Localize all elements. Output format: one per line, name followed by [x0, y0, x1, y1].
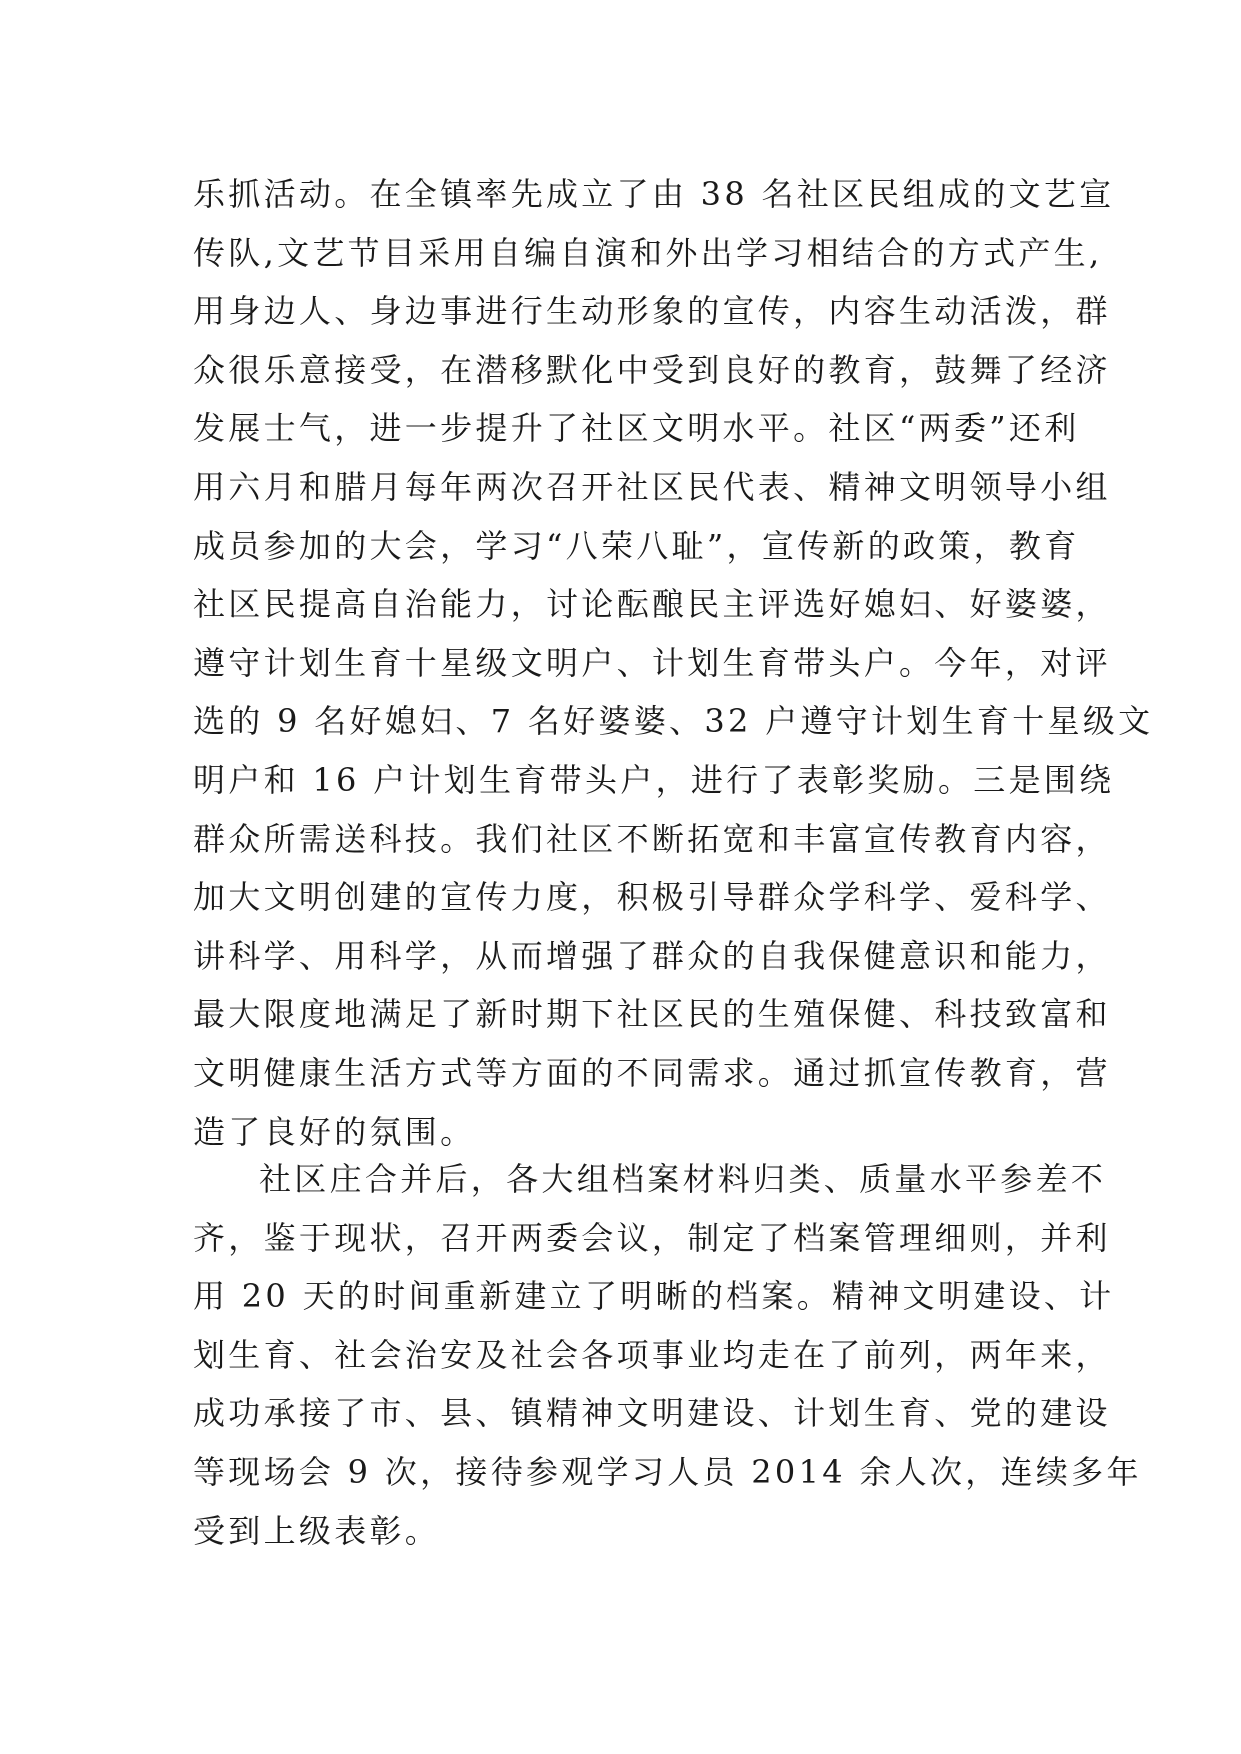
text-line: 用 20 天的时间重新建立了明晰的档案。精神文明建设、计 [193, 1277, 1115, 1316]
text-line: 众很乐意接受，在潜移默化中受到良好的教育，鼓舞了经济 [193, 350, 1111, 389]
text-line: 造了良好的氛围。 [193, 1112, 476, 1151]
text-line: 用身边人、身边事进行生动形象的宣传，内容生动活泼，群 [193, 292, 1111, 331]
text-line: 文明健康生活方式等方面的不同需求。通过抓宣传教育，营 [193, 1053, 1111, 1092]
text-line: 群众所需送科技。我们社区不断拓宽和丰富宣传教育内容， [193, 819, 1111, 858]
text-line: 加大文明创建的宣传力度，积极引导群众学科学、爱科学、 [193, 878, 1111, 917]
text-line: 用六月和腊月每年两次召开社区民代表、精神文明领导小组 [193, 467, 1111, 506]
paragraph-1 [193, 165, 1154, 1161]
text-line: 受到上级表彰。 [193, 1511, 441, 1550]
paragraph-2 [193, 1150, 1142, 1560]
text-line: 齐，鉴于现状，召开两委会议，制定了档案管理细则，并利 [193, 1218, 1111, 1257]
text-line: 成员参加的大会，学习“八荣八耻”，宣传新的政策，教育 [193, 526, 1080, 565]
text-line: 社区庄合并后，各大组档案材料归类、质量水平参差不 [259, 1160, 1107, 1198]
text-line: 传队,文艺节目采用自编自演和外出学习相结合的方式产生, [193, 233, 1103, 272]
text-line: 明户和 16 户计划生育带头户，进行了表彰奖励。三是围绕 [193, 760, 1115, 799]
text-line: 讲科学、用科学，从而增强了群众的自我保健意识和能力， [193, 936, 1111, 975]
text-line: 选的 9 名好媳妇、7 名好婆婆、32 户遵守计划生育十星级文 [193, 702, 1154, 741]
text-line: 遵守计划生育十星级文明户、计划生育带头户。今年，对评 [193, 643, 1111, 682]
text-line: 成功承接了市、县、镇精神文明建设、计划生育、党的建设 [193, 1394, 1111, 1433]
text-line: 最大限度地满足了新时期下社区民的生殖保健、科技致富和 [193, 995, 1111, 1034]
text-line: 等现场会 9 次，接待参观学习人员 2014 余人次，连续多年 [193, 1452, 1142, 1491]
text-line: 划生育、社会治安及社会各项事业均走在了前列，两年来， [193, 1335, 1111, 1374]
text-line: 发展士气，进一步提升了社区文明水平。社区“两委”还利 [193, 409, 1080, 448]
text-line: 乐抓活动。在全镇率先成立了由 38 名社区民组成的文艺宣 [193, 175, 1115, 213]
text-line: 社区民提高自治能力，讨论酝酿民主评选好媳妇、好婆婆， [193, 585, 1111, 624]
